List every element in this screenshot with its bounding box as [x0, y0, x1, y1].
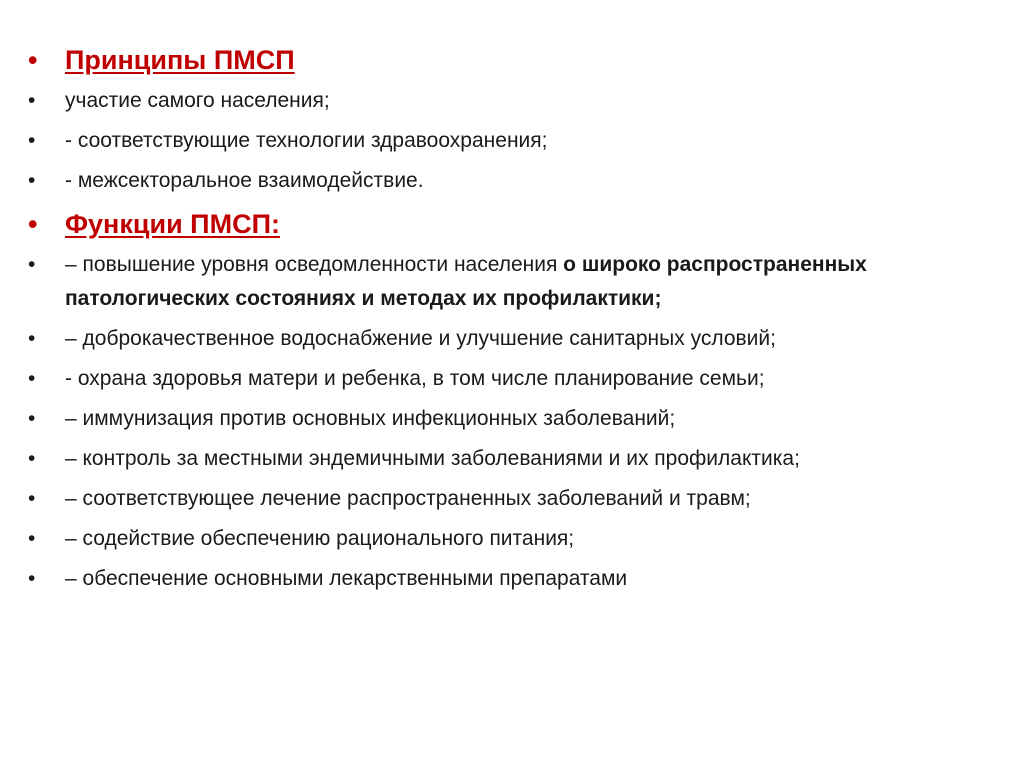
function-item: • – контроль за местными эндемичными заболеваниями и их профилактика;	[28, 442, 998, 476]
principles-heading	[28, 40, 998, 80]
bullet-list	[28, 40, 998, 602]
function-item: • - охрана здоровья матери и ребенка, в том числе планирование семьи;	[28, 362, 998, 396]
principle-item: • - соответствующие технологии здравоохранения;	[28, 124, 998, 158]
function-item: • – иммунизация против основных инфекционных заболеваний;	[28, 402, 998, 436]
function-item: • – доброкачественное водоснабжение и улучшение санитарных условий;	[28, 322, 998, 356]
functions-heading-text: Функции ПМСП:	[65, 209, 280, 239]
principle-item: • участие самого населения;	[28, 84, 998, 118]
principles-heading-text: Принципы ПМСП	[65, 45, 295, 75]
function-item-normal-text: – повышение уровня осведомленности населения	[65, 253, 564, 276]
functions-heading	[28, 204, 998, 244]
function-item: • – обеспечение основными лекарственными препаратами	[28, 562, 998, 596]
principle-item: • - межсекторальное взаимодействие.	[28, 164, 998, 198]
function-item	[28, 248, 998, 316]
function-item: • – соответствующее лечение распространенных заболеваний и травм;	[28, 482, 998, 516]
function-item-bold-text: о широко распространенных патологических состояниях и методах их профилактики;	[65, 253, 867, 310]
function-item: • – содействие обеспечению рационального питания;	[28, 522, 998, 556]
